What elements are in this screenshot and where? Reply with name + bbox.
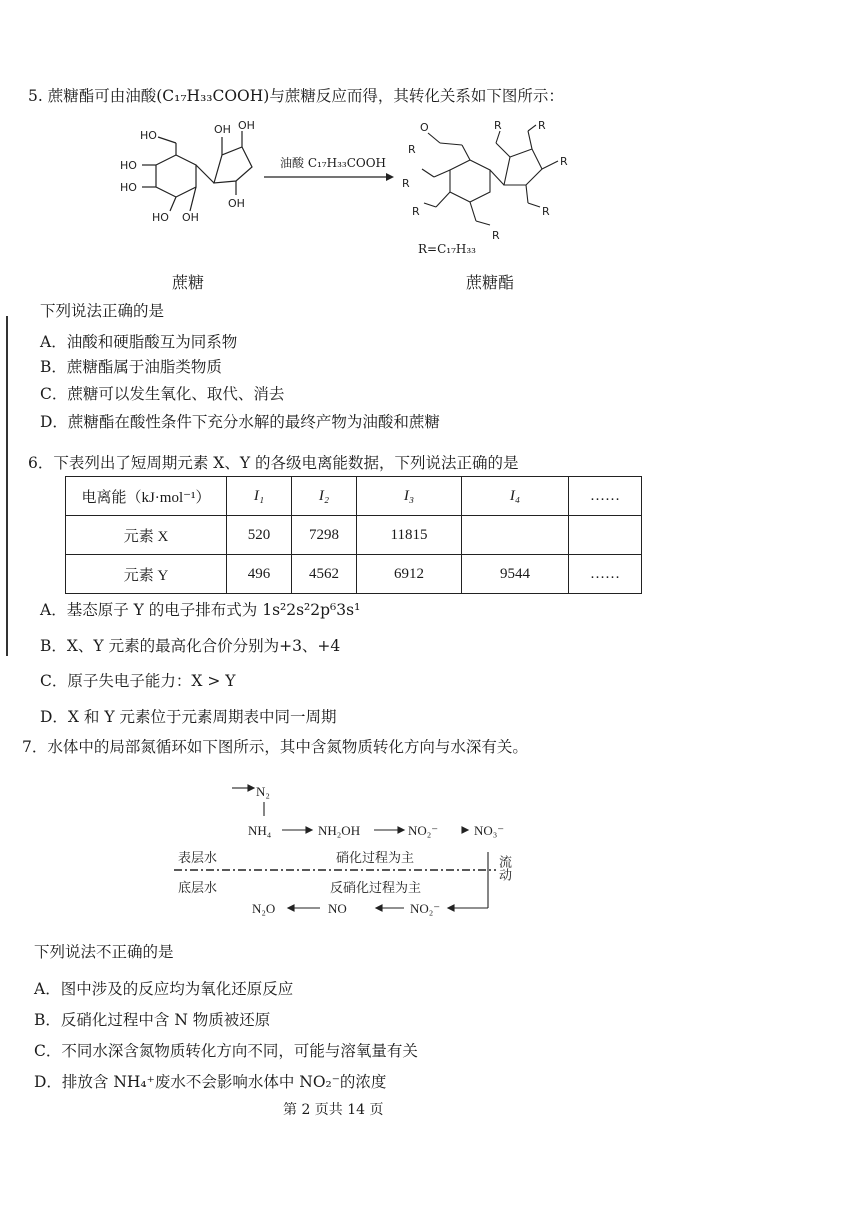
ester-label-r-4: R <box>492 229 500 240</box>
table-cell: …… <box>569 555 642 594</box>
sucrose-label-oh-4: OH <box>228 197 245 210</box>
diagram-surface-water: 表层水 <box>178 850 218 865</box>
r-definition: R=C₁₇H₃₃ <box>418 242 476 256</box>
table-cell: 7298 <box>292 516 357 555</box>
q6-stem: 6．下表列出了短周期元素 X、Y 的各级电离能数据，下列说法正确的是 <box>28 454 519 472</box>
table-cell <box>569 516 642 555</box>
ester-label-r-8: R <box>542 205 550 218</box>
diagram-flow-label: 流动 <box>497 855 512 881</box>
diagram-nitrification: 硝化过程为主 <box>336 850 415 865</box>
table-header-row <box>66 477 642 516</box>
table-cell: 元素 X <box>66 516 227 555</box>
sucrose-label-ho-3: HO <box>120 181 137 194</box>
ester-label-r-5: R <box>494 119 502 132</box>
diagram-no: NO <box>328 901 347 916</box>
table-cell: 11815 <box>357 516 462 555</box>
table-row <box>66 555 642 594</box>
q7-option-d: D．排放含 NH₄⁺废水不会影响水体中 NO₂⁻的浓度 <box>34 1073 387 1091</box>
table-cell: 9544 <box>462 555 569 594</box>
q7-prompt: 下列说法不正确的是 <box>34 943 174 961</box>
q5-option-b: B．蔗糖酯属于油脂类物质 <box>40 358 222 376</box>
table-header-cell: I₃ <box>357 477 462 516</box>
table-header-cell: I₂ <box>292 477 357 516</box>
ester-label-r-2: R <box>402 177 410 190</box>
q5-prompt: 下列说法正确的是 <box>40 302 165 320</box>
sucrose-label-oh-2: OH <box>214 123 231 136</box>
q6-option-d: D．X 和 Y 元素位于元素周期表中同一周期 <box>40 708 337 726</box>
label-sucrose-ester: 蔗糖酯 <box>466 273 515 292</box>
ester-label-r-6: R <box>538 119 546 132</box>
page-footer: 第 2 页共 14 页 <box>283 1102 384 1118</box>
table-header-cell: …… <box>569 477 642 516</box>
q6-option-c: C．原子失电子能力：X > Y <box>40 672 236 690</box>
ester-label-o-1: O <box>420 121 429 134</box>
table-cell: 6912 <box>357 555 462 594</box>
sucrose-label-ho-1: HO <box>140 129 157 142</box>
ester-label-r-3: R <box>412 205 420 218</box>
q7-option-a: A．图中涉及的反应均为氧化还原反应 <box>34 980 294 998</box>
diagram-n2: N₂ <box>256 784 270 799</box>
q5-option-c: C．蔗糖可以发生氧化、取代、消去 <box>40 385 285 403</box>
diagram-no2-top: NO₂⁻ <box>408 823 439 838</box>
diagram-no2-bottom: NO₂⁻ <box>410 901 441 916</box>
table-cell: 520 <box>227 516 292 555</box>
reaction-arrow-label: 油酸 C₁₇H₃₃COOH <box>280 156 387 170</box>
table-header-cell: 电离能（kJ·mol⁻¹） <box>66 477 227 516</box>
diagram-nh4: NH₄ <box>248 823 272 838</box>
table-header-cell: I₁ <box>227 477 292 516</box>
table-cell: 496 <box>227 555 292 594</box>
table-row <box>66 516 642 555</box>
sucrose-label-oh-1: OH <box>182 211 199 224</box>
q6-option-b: B．X、Y 元素的最高化合价分别为+3、+4 <box>40 637 341 655</box>
q7-option-b: B．反硝化过程中含 N 物质被还原 <box>34 1011 271 1029</box>
sucrose-ester-structure <box>400 115 580 240</box>
q5-option-a: A．油酸和硬脂酸互为同系物 <box>40 333 238 351</box>
diagram-n2o: N₂O <box>252 901 276 916</box>
q5-option-d: D．蔗糖酯在酸性条件下充分水解的最终产物为油酸和蔗糖 <box>40 413 440 431</box>
nitrogen-cycle-diagram <box>170 768 530 928</box>
ester-label-r-7: R <box>560 155 568 168</box>
ionization-energy-table <box>65 476 642 594</box>
margin-binding-line <box>6 316 8 656</box>
sucrose-label-oh-3: OH <box>238 119 255 132</box>
q5-stem: 5. 蔗糖酯可由油酸(C₁₇H₃₃COOH)与蔗糖反应而得，其转化关系如下图所示： <box>28 87 564 105</box>
table-cell: 4562 <box>292 555 357 594</box>
table-cell <box>462 516 569 555</box>
sucrose-label-ho-4: HO <box>152 211 169 224</box>
label-sucrose: 蔗糖 <box>172 273 205 292</box>
diagram-bottom-water: 底层水 <box>178 880 218 895</box>
diagram-no3: NO₃⁻ <box>474 823 505 838</box>
diagram-denitrification: 反硝化过程为主 <box>330 880 422 895</box>
sucrose-label-ho-2: HO <box>120 159 137 172</box>
reaction-arrow <box>262 170 396 184</box>
q6-option-a: A．基态原子 Y 的电子排布式为 1s²2s²2p⁶3s¹ <box>40 601 361 619</box>
ester-label-r-1: R <box>408 143 416 156</box>
sucrose-structure <box>118 115 278 225</box>
q7-stem: 7．水体中的局部氮循环如下图所示，其中含氮物质转化方向与水深有关。 <box>22 738 528 756</box>
table-cell: 元素 Y <box>66 555 227 594</box>
table-header-cell: I₄ <box>462 477 569 516</box>
q7-option-c: C．不同水深含氮物质转化方向不同，可能与溶氧量有关 <box>34 1042 418 1060</box>
diagram-nh2oh: NH₂OH <box>318 823 361 838</box>
